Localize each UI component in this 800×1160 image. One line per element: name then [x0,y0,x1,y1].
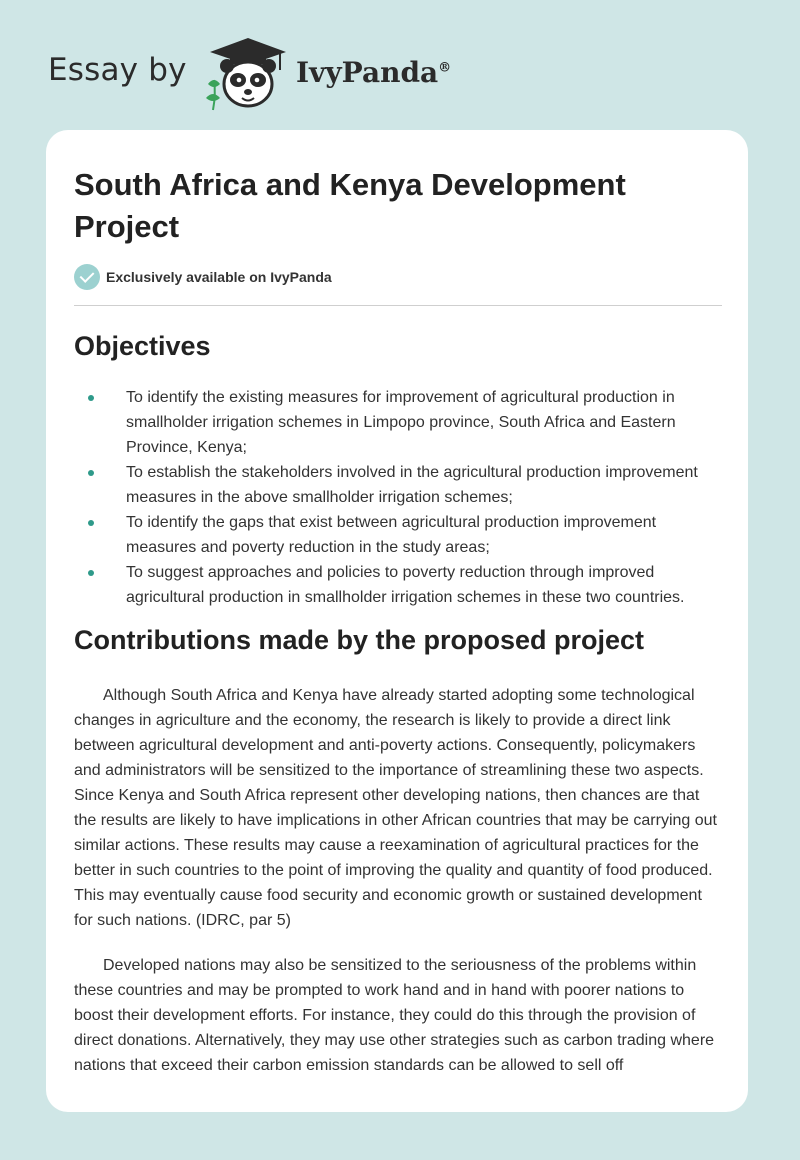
list-item: To identify the existing measures for improvement of agricultural production in smallholder irrigation schemes in Limpopo province, South Africa and Eastern Province, Kenya; [74,385,722,460]
bullet-icon [88,395,94,401]
objectives-heading: Objectives [74,331,211,361]
list-item: To identify the gaps that exist between agricultural production improvement measures and poverty reduction in the study areas; [74,510,722,560]
exclusive-label: Exclusively available on IvyPanda [106,269,332,285]
site-header [48,30,548,110]
article-card [46,130,748,1112]
paragraph: Although South Africa and Kenya have already started adopting some technological changes in agriculture and the economy, the research is likely to provide a direct link between agricultural development and anti-poverty actions. Consequently, policymakers and administrators will be sensitized to the importance of streamlining these two aspects. Since Kenya and South Africa represent other developing nations, then chances are that the results are likely to have implications in other African countries that may be carrying out similar actions. These results may cause a reexamination of agricultural practices for the better in such countries to the point of improving the quality and quantity of food produced. This may eventually cause food security and economic growth or sustained development for such nations. (IDRC, par 5) [74,687,717,929]
list-item: To establish the stakeholders involved in the agricultural production improvement measures in the above smallholder irrigation schemes; [74,460,722,510]
bullet-icon [88,520,94,526]
exclusive-badge [74,264,722,290]
bullet-icon [88,570,94,576]
bullet-icon [88,470,94,476]
article-title: South Africa and Kenya Development Project [74,167,626,244]
brand-name[interactable]: IvyPanda® [296,56,452,89]
article-content [74,164,722,1078]
check-circle-icon [74,264,100,290]
essay-by-label: Essay by [48,52,187,88]
objectives-list [74,385,722,610]
contributions-heading: Contributions made by the proposed project [74,625,645,655]
paragraph: Developed nations may also be sensitized to the seriousness of the problems within these countries and may be prompted to work hand and in hand with poorer nations to boost their development efforts. For instance, they could do this through the provision of direct donations. Alternatively, they may use other strategies such as carbon trading where nations that exceed their carbon emission standards can be allowed to sell off [74,957,715,1074]
ivypanda-logo-icon[interactable] [200,32,290,112]
list-item: To suggest approaches and policies to poverty reduction through improved agricultural production in smallholder irrigation schemes in these two countries. [74,560,722,610]
divider [74,305,722,306]
